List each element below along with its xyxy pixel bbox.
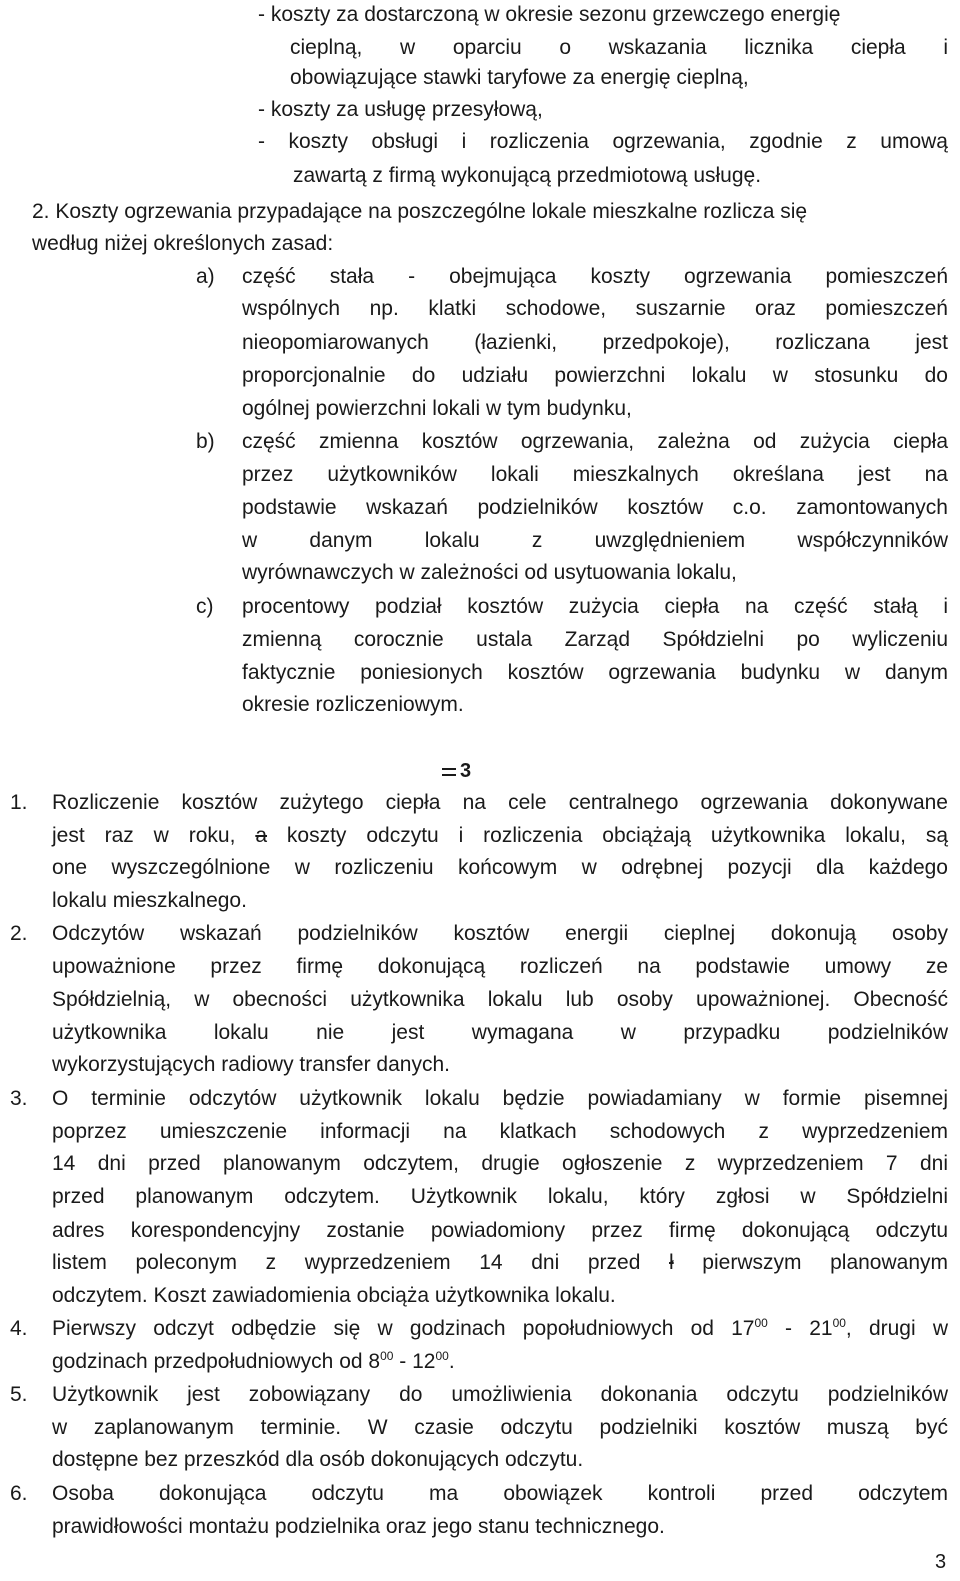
item1-line2-part2: koszty odczytu i rozliczenia obciążają użytkownika lokalu, są	[267, 824, 948, 847]
item-b-line3: podstawie wskazań podzielników kosztów c.o. zamontowanych	[242, 496, 948, 519]
item-b-line2: przez użytkowników lokali mieszkalnych określana jest na	[242, 463, 948, 486]
item5-line3: dostępne bez przeszkód dla osób dokonujących odczytu.	[52, 1448, 584, 1471]
item3-line6-part1: listem poleconym z wyprzedzeniem 14 dni przed	[52, 1251, 670, 1274]
section-number: 3	[460, 760, 472, 782]
item4-line2-part1: godzinach przedpołudniowych od 8	[52, 1350, 381, 1373]
item3-struck-text: ł	[669, 1251, 674, 1274]
item-b-line1: część zmienna kosztów ogrzewania, zależna od zużycia ciepła	[242, 430, 948, 453]
item4-time-sup1: 00	[754, 1316, 768, 1330]
section-heading	[442, 756, 471, 786]
item2-line5: wykorzystujących radiowy transfer danych.	[52, 1053, 450, 1076]
item6-line2: prawidłowości montażu podzielnika oraz jego stanu technicznego.	[52, 1515, 665, 1538]
item4-time-sup4: 00	[435, 1349, 449, 1363]
item2-line3: Spółdzielnią, w obecności użytkownika lokalu lub osoby upoważnionej. Obecność	[52, 988, 948, 1011]
para2-line2: według niżej określonych zasad:	[32, 232, 334, 255]
item1-line1: Rozliczenie kosztów zużytego ciepła na cele centralnego ogrzewania dokonywane	[52, 791, 948, 814]
item4-line2-part3: .	[448, 1350, 455, 1373]
item3-line1: O terminie odczytów użytkownik lokalu będzie powiadamiany w formie pisemnej	[52, 1087, 948, 1110]
item1-number: 1.	[10, 791, 28, 814]
bullet-transmission: - koszty za usługę przesyłową,	[258, 98, 543, 121]
bullet-energy-line1: - koszty za dostarczoną w okresie sezonu grzewczego energię	[258, 3, 841, 26]
item-c-line1: procentowy podział kosztów zużycia ciepła na część stałą i	[242, 595, 948, 618]
item2-number: 2.	[10, 922, 28, 945]
item4-line2	[52, 1347, 948, 1377]
item6-number: 6.	[10, 1482, 28, 1505]
bullet-service-line1: - koszty obsługi i rozliczenia ogrzewania, zgodnie z umową	[258, 130, 948, 153]
item1-struck-text: a	[255, 824, 268, 847]
item-a-line1: część stała - obejmująca koszty ogrzewania pomieszczeń	[242, 265, 948, 288]
item-c-line4: okresie rozliczeniowym.	[242, 693, 464, 716]
bullet-energy-line3: obowiązujące stawki taryfowe za energię cieplną,	[290, 66, 749, 89]
item4-time-sup3: 00	[380, 1349, 394, 1363]
bullet-energy-line2: cieplną, w oparciu o wskazania licznika ciepła i	[290, 36, 948, 59]
item-b-marker: b)	[196, 430, 215, 453]
item-c-marker: c)	[196, 595, 214, 618]
item-a-line5: ogólnej powierzchni lokali w tym budynku,	[242, 397, 632, 420]
item5-line1: Użytkownik jest zobowiązany do umożliwienia dokonania odczytu podzielników	[52, 1383, 948, 1406]
item1-line2-part1: jest raz w roku,	[52, 824, 256, 847]
item4-line1-part2: - 21	[767, 1317, 833, 1340]
item-a-line4: proporcjonalnie do udziału powierzchni lokalu w stosunku do	[242, 364, 948, 387]
item4-time-sup2: 00	[832, 1316, 846, 1330]
item-c-line2: zmienną corocznie ustala Zarząd Spółdzielni po wyliczeniu	[242, 628, 948, 651]
item3-line6	[52, 1248, 948, 1278]
item3-line6-part2: pierwszym planowanym	[673, 1251, 948, 1274]
item3-line4: przed planowanym odczytem. Użytkownik lokalu, który zgłosi w Spółdzielni	[52, 1185, 948, 1208]
item4-number: 4.	[10, 1317, 28, 1340]
item5-number: 5.	[10, 1383, 28, 1406]
item3-number: 3.	[10, 1087, 28, 1110]
item1-line4: lokalu mieszkalnego.	[52, 889, 247, 912]
item-b-line4: w danym lokalu z uwzględnieniem współczynników	[242, 529, 948, 552]
item1-line3: one wyszczególnione w rozliczeniu końcowym w odrębnej pozycji dla każdego	[52, 856, 948, 879]
item-a-marker: a)	[196, 265, 215, 288]
bullet-service-line2: zawartą z firmą wykonującą przedmiotową usługę.	[293, 164, 762, 187]
item1-line2	[52, 821, 948, 851]
item3-line3: 14 dni przed planowanym odczytem, drugie ogłoszenie z wyprzedzeniem 7 dni	[52, 1152, 948, 1175]
item-a-line2: wspólnych np. klatki schodowe, suszarnie oraz pomieszczeń	[242, 297, 948, 320]
item4-line1-part3: , drugi w	[845, 1317, 948, 1340]
section-sign-icon	[442, 768, 456, 776]
item4-line1-part1: Pierwszy odczyt odbędzie się w godzinach popołudniowych od 17	[52, 1317, 755, 1340]
item4-line2-part2: - 12	[393, 1350, 436, 1373]
item3-line2: poprzez umieszczenie informacji na klatkach schodowych z wyprzedzeniem	[52, 1120, 948, 1143]
item-a-line3: nieopomiarowanych (łazienki, przedpokoje), rozliczana jest	[242, 331, 948, 354]
para2-line1: 2. Koszty ogrzewania przypadające na poszczególne lokale mieszkalne rozlicza się	[32, 200, 808, 223]
item4-line1	[52, 1314, 948, 1344]
item-b-line5: wyrównawczych w zależności od usytuowania lokalu,	[242, 561, 737, 584]
item6-line1: Osoba dokonująca odczytu ma obowiązek kontroli przed odczytem	[52, 1482, 948, 1505]
item2-line2: upoważnione przez firmę dokonującą rozliczeń na podstawie umowy ze	[52, 955, 948, 978]
item3-line5: adres korespondencyjny zostanie powiadomiony przez firmę dokonującą odczytu	[52, 1219, 948, 1242]
item3-line7: odczytem. Koszt zawiadomienia obciąża użytkownika lokalu.	[52, 1284, 616, 1307]
page-number: 3	[935, 1551, 947, 1573]
item-c-line3: faktycznie poniesionych kosztów ogrzewania budynku w danym	[242, 661, 948, 684]
item2-line4: użytkownika lokalu nie jest wymagana w przypadku podzielników	[52, 1021, 948, 1044]
item5-line2: w zaplanowanym terminie. W czasie odczytu podzielniki kosztów muszą być	[52, 1416, 948, 1439]
item2-line1: Odczytów wskazań podzielników kosztów energii cieplnej dokonują osoby	[52, 922, 948, 945]
